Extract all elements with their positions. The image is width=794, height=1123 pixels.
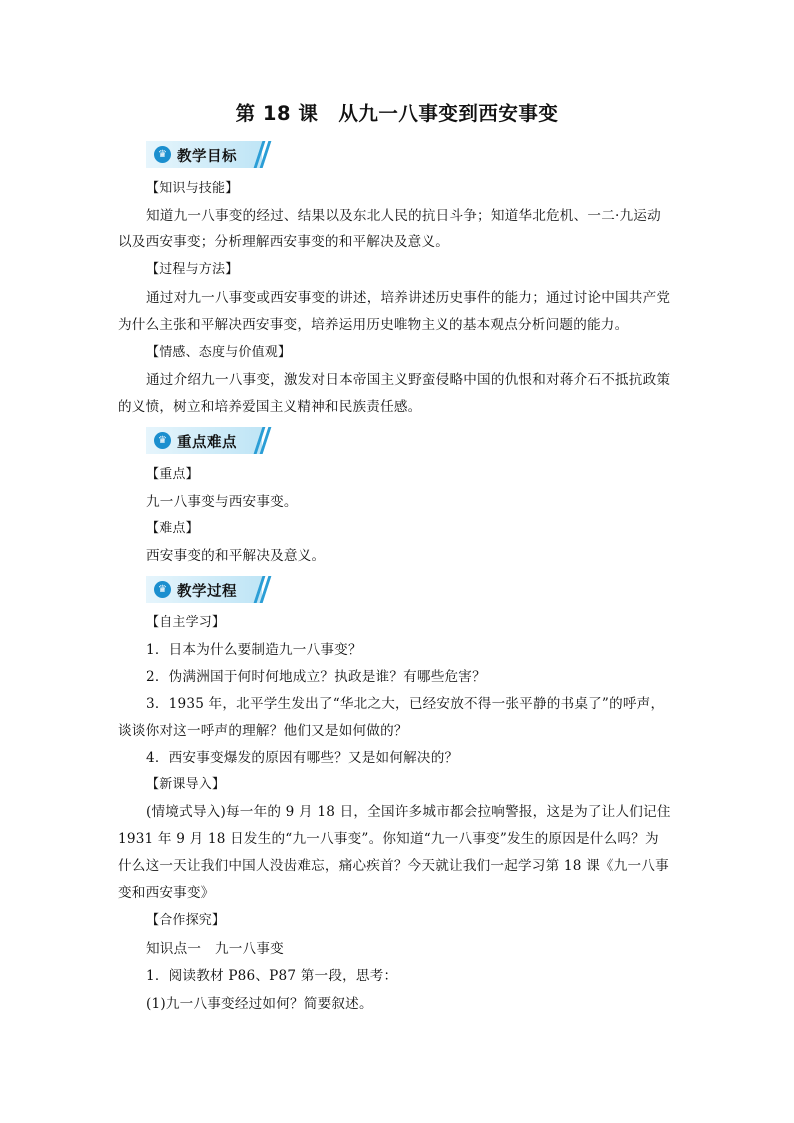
key-text: 九一八事变与西安事变。 [146, 494, 298, 510]
paragraph-line: 通过对九一八事变或西安事变的讲述，培养讲述历史事件的能力；通过讨论中国共产党 [146, 290, 671, 306]
paragraph-line: (情境式导入)每一年的 9 月 18 日，全国许多城市都会拉响警报，这是为了让人们记住 [146, 804, 671, 820]
section-label: 教学目标 [177, 149, 237, 165]
paragraph-line: 1931 年 9 月 18 日发生的“九一八事变”。你知道“九一八事变”发生的原因是什么吗？为 [118, 831, 659, 847]
section-label: 教学过程 [177, 584, 237, 600]
section-banner-objectives [146, 141, 270, 168]
section-banner-process [146, 576, 270, 603]
process-label: 【过程与方法】 [146, 262, 239, 277]
coop-label: 【合作探究】 [146, 913, 226, 928]
paragraph-line: 为什么主张和平解决西安事变，培养运用历史唯物主义的基本观点分析问题的能力。 [118, 317, 629, 333]
question-item: 2．伪满洲国于何时何地成立？执政是谁？有哪些危害？ [146, 669, 486, 685]
paragraph-line: 以及西安事变；分析理解西安事变的和平解决及意义。 [118, 234, 450, 250]
question-item: 4．西安事变爆发的原因有哪些？又是如何解决的？ [146, 750, 459, 766]
key-label: 【重点】 [146, 467, 199, 482]
difficulty-text: 西安事变的和平解决及意义。 [146, 548, 326, 564]
question-item: 3．1935 年，北平学生发出了“华北之大，已经安放不得一张平静的书桌了”的呼声， [146, 696, 665, 712]
sub-question: (1)九一八事变经过如何？简要叙述。 [146, 996, 373, 1012]
trophy-icon: ♛ [154, 581, 171, 598]
trophy-icon: ♛ [154, 146, 171, 163]
self-study-label: 【自主学习】 [146, 615, 226, 630]
section-banner-key-points [146, 427, 270, 454]
paragraph-line: 知道九一八事变的经过、结果以及东北人民的抗日斗争；知道华北危机、一二·九运动 [146, 208, 661, 224]
question-item: 1．日本为什么要制造九一八事变？ [146, 642, 362, 658]
reading-instruction: 1．阅读教材 P86、P87 第一段，思考： [146, 968, 398, 984]
knowledge-point-title: 知识点一 九一八事变 [146, 941, 284, 957]
trophy-icon: ♛ [154, 432, 171, 449]
question-item-cont: 谈谈你对这一呼声的理解？他们又是如何做的？ [118, 723, 408, 739]
intro-label: 【新课导入】 [146, 777, 226, 792]
knowledge-label: 【知识与技能】 [146, 181, 239, 196]
paragraph-line: 什么这一天让我们中国人没齿难忘，痛心疾首？今天就让我们一起学习第 18 课《九一八事 [118, 858, 669, 874]
emotion-label: 【情感、态度与价值观】 [146, 345, 292, 360]
difficulty-label: 【难点】 [146, 521, 199, 536]
section-label: 重点难点 [177, 435, 237, 451]
page-title: 第 18 课 从九一八事变到西安事变 [235, 102, 559, 125]
paragraph-line: 通过介绍九一八事变，激发对日本帝国主义野蛮侵略中国的仇恨和对蒋介石不抵抗政策 [146, 372, 671, 388]
paragraph-line: 的义愤，树立和培养爱国主义精神和民族责任感。 [118, 399, 422, 415]
paragraph-line: 变和西安事变》 [118, 885, 215, 901]
